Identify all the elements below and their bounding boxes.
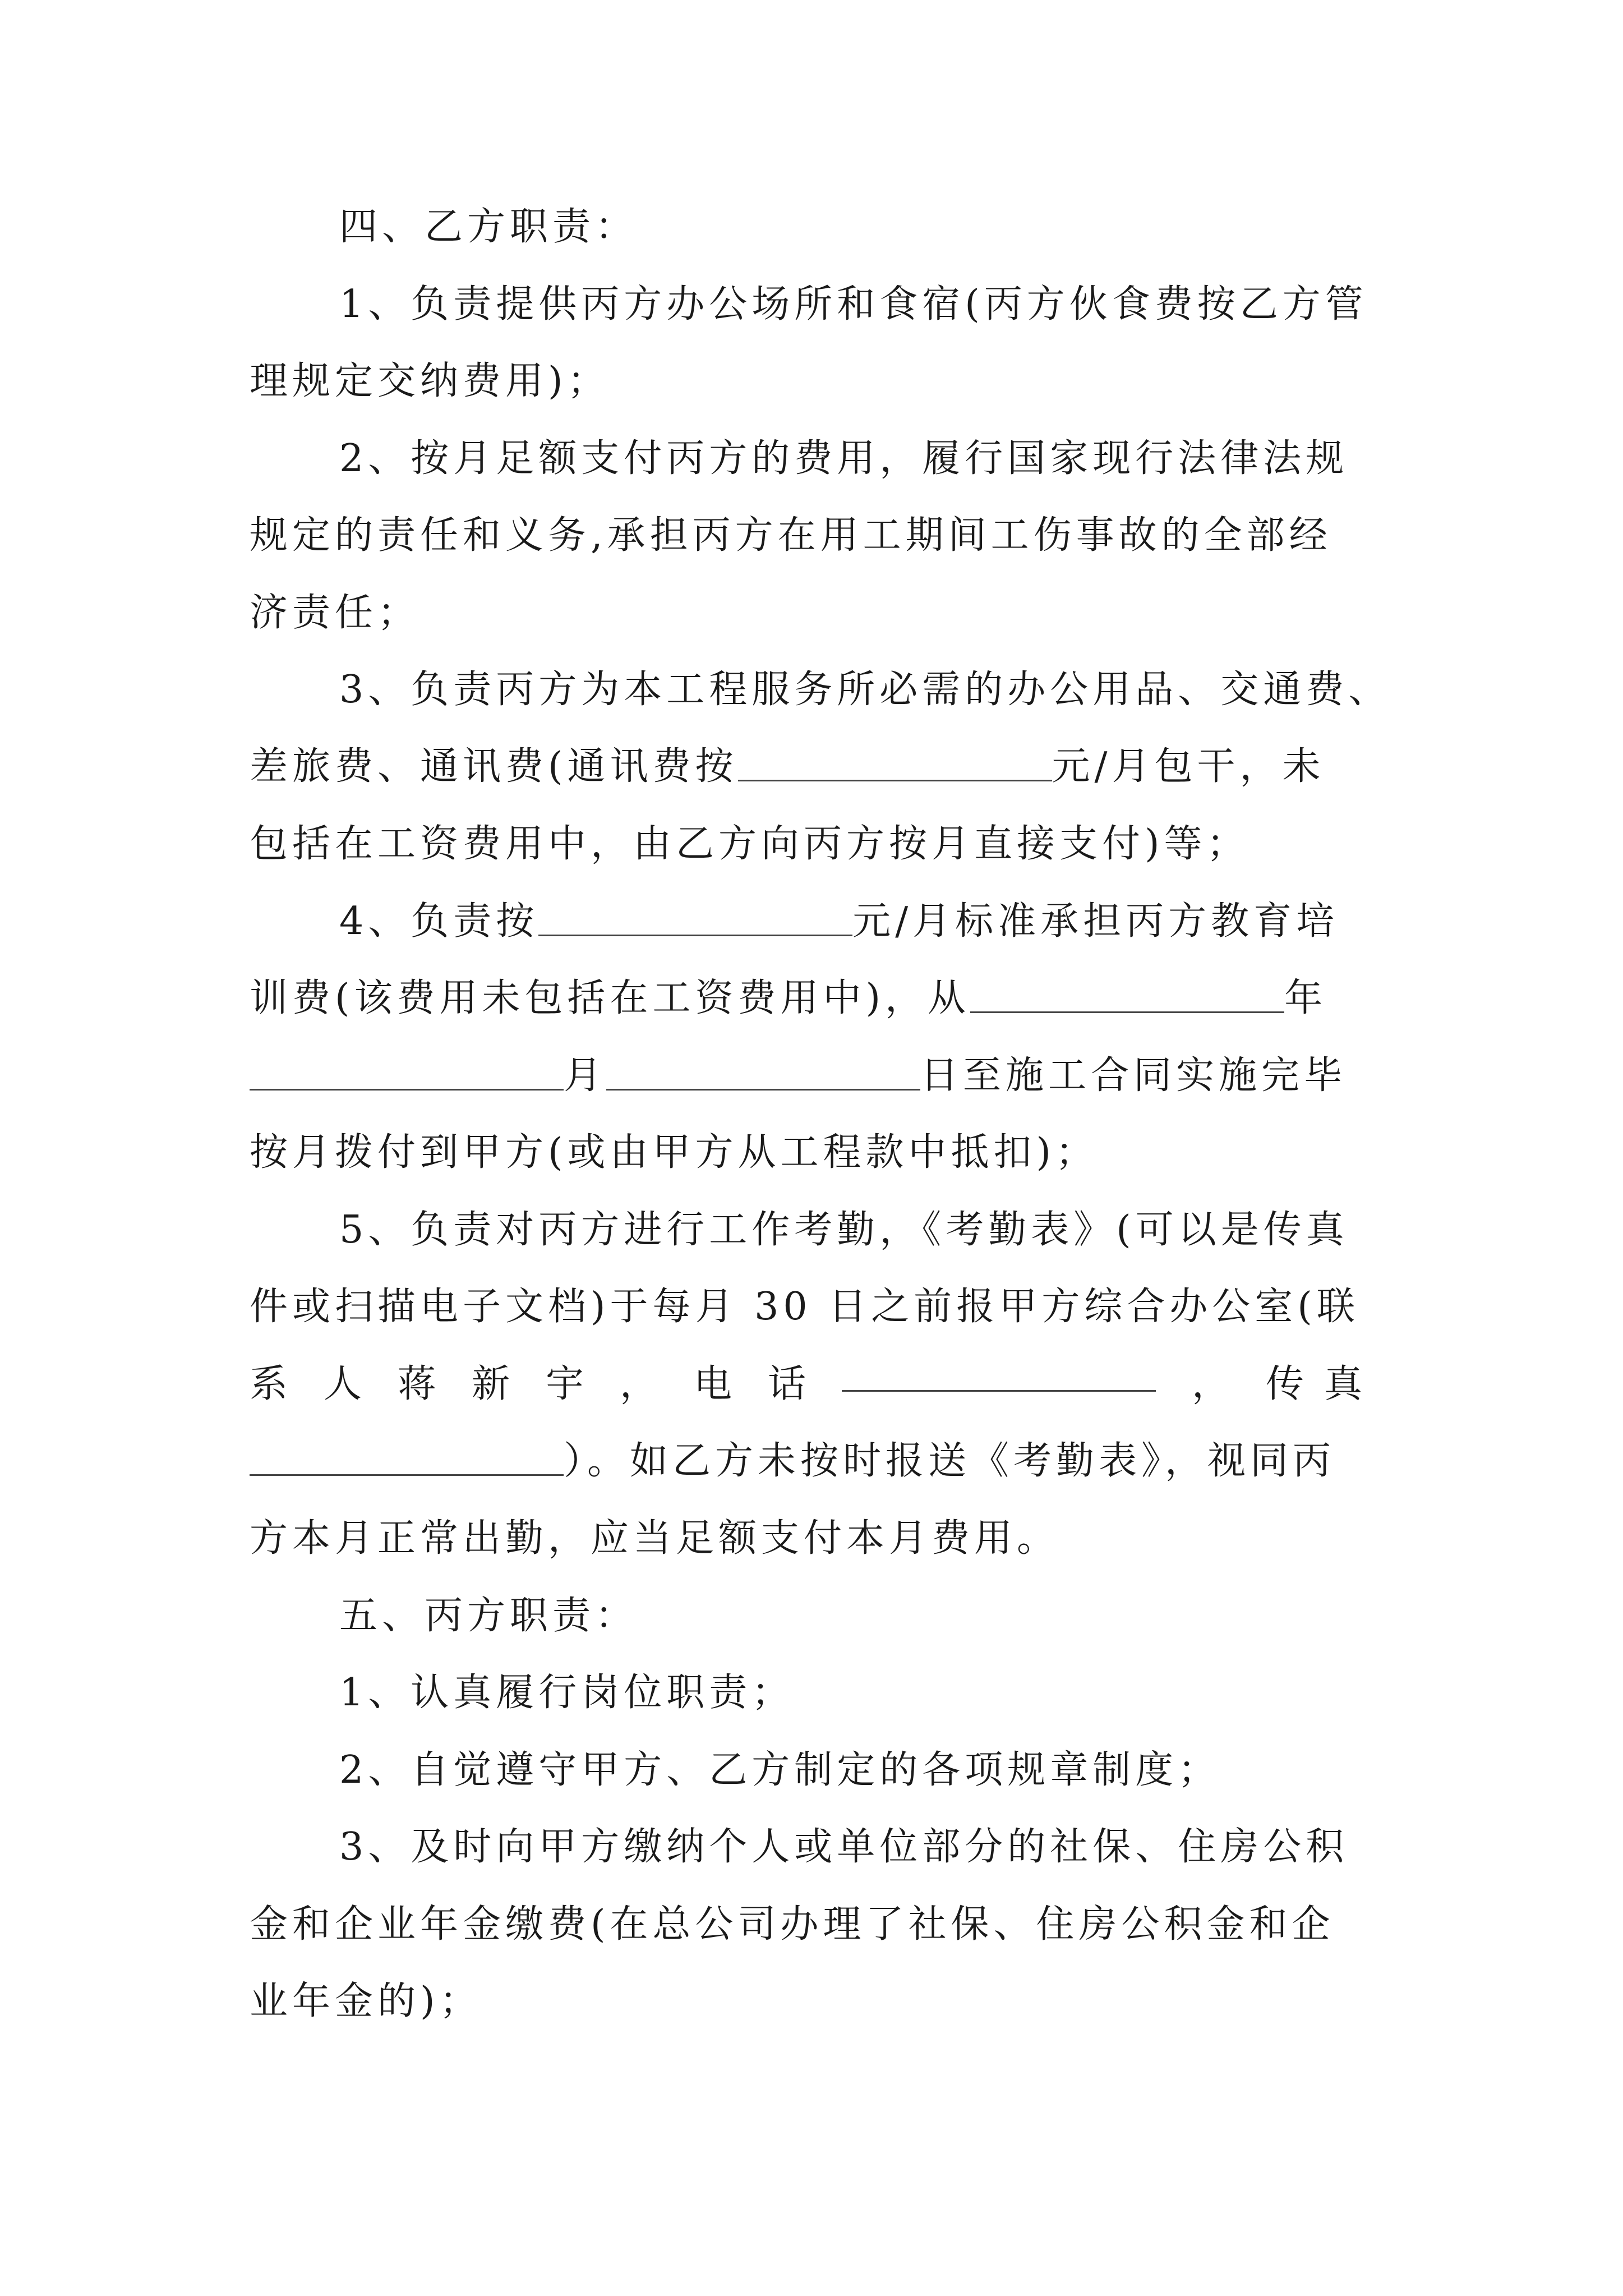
text-segment: 元/月标准承担丙方教育培	[852, 899, 1339, 944]
paragraph-line: 按月拨付到甲方(或由甲方从工程款中抵扣)；	[250, 1130, 1099, 1175]
text-segment: 日至施工合同实施完毕	[920, 1053, 1347, 1098]
paragraph-line: 3、负责丙方为本工程服务所必需的办公用品、交通费、	[339, 668, 1391, 712]
text-segment: 年	[1284, 976, 1327, 1020]
fill-in-blank[interactable]	[842, 1356, 1156, 1392]
text-segment: 4、负责按	[339, 899, 539, 944]
paragraph-line: 5、负责对丙方进行工作考勤，《考勤表》(可以是传真	[339, 1208, 1349, 1252]
paragraph-line: 1、认真履行岗位职责；	[339, 1671, 795, 1715]
section-heading-4: 四、乙方职责：	[339, 205, 638, 249]
paragraph-line: 1、负责提供丙方办公场所和食宿(丙方伙食费按乙方管	[339, 282, 1368, 326]
paragraph-line: 金和企业年金缴费(在总公司办理了社保、住房公积金和企	[250, 1902, 1335, 1947]
fill-in-blank[interactable]	[538, 901, 852, 936]
text-char: 系	[250, 1362, 288, 1406]
text-char: ，	[1191, 1362, 1230, 1406]
paragraph-line	[250, 970, 1327, 1027]
paragraph-line: 方本月正常出勤，应当足额支付本月费用。	[250, 1516, 1060, 1561]
fill-in-blank[interactable]	[738, 746, 1052, 781]
paragraph-line: 2、按月足额支付丙方的费用，履行国家现行法律法规	[339, 436, 1349, 481]
fill-in-blank[interactable]	[250, 1055, 564, 1091]
text-segment: 传真	[1265, 1362, 1382, 1406]
text-segment: 差旅费、通讯费(通讯费按	[250, 744, 738, 789]
paragraph-line-justified	[250, 1356, 1382, 1412]
text-segment: 月	[564, 1053, 607, 1098]
paragraph-line: 济责任；	[250, 591, 421, 635]
section-heading-5: 五、丙方职责：	[339, 1594, 638, 1638]
fill-in-blank[interactable]	[606, 1055, 920, 1091]
text-char: 话	[768, 1362, 806, 1406]
text-char: ，	[620, 1362, 658, 1406]
paragraph-line: 件或扫描电子文档)于每月 30 日之前报甲方综合办公室(联	[250, 1285, 1359, 1329]
paragraph-line: 3、及时向甲方缴纳个人或单位部分的社保、住房公积	[339, 1825, 1349, 1869]
text-char: 新	[472, 1362, 510, 1406]
paragraph-line: 2、自觉遵守甲方、乙方制定的各项规章制度；	[339, 1748, 1221, 1792]
paragraph-line: 理规定交纳费用)；	[250, 359, 610, 403]
paragraph-line: 业年金的)；	[250, 1979, 482, 2023]
text-segment: 元/月包干，未	[1052, 744, 1325, 789]
text-char: 电	[694, 1362, 732, 1406]
text-char: 蒋	[398, 1362, 436, 1406]
paragraph-line	[250, 894, 1339, 950]
paragraph-line	[250, 1048, 1347, 1104]
paragraph-line	[250, 739, 1325, 795]
text-segment: 训费(该费用未包括在工资费用中)，从	[250, 976, 971, 1020]
fill-in-blank[interactable]	[250, 1441, 564, 1476]
text-segment: ）。如乙方未按时报送《考勤表》，视同丙	[564, 1439, 1336, 1483]
text-char: 宇	[546, 1362, 584, 1406]
paragraph-line: 包括在工资费用中，由乙方向丙方按月直接支付)等；	[250, 822, 1249, 866]
fill-in-blank[interactable]	[970, 978, 1284, 1013]
paragraph-line: 规定的责任和义务,承担丙方在用工期间工伤事故的全部经	[250, 513, 1332, 558]
paragraph-line	[250, 1433, 1335, 1489]
text-char: 人	[324, 1362, 362, 1406]
